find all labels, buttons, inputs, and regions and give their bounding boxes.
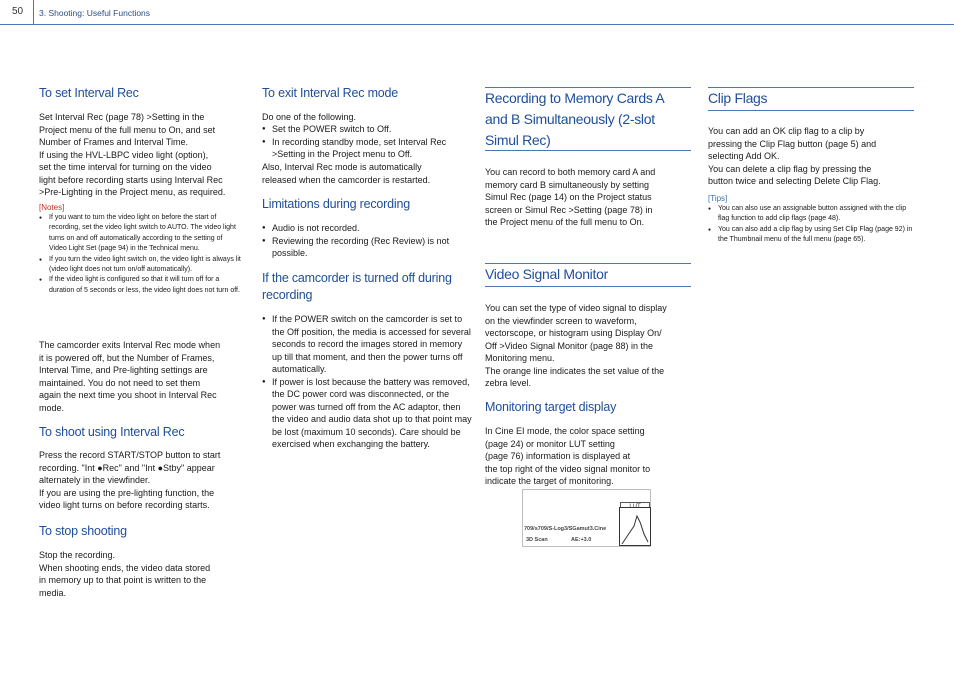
text-line: Project menu of the full menu to On, and set <box>39 124 216 135</box>
text-line: You can record to both memory card A and <box>485 167 656 177</box>
tips-label: [Tips] <box>708 194 728 203</box>
page-header <box>0 0 954 25</box>
text-line: the Project menu of the full menu to On. <box>485 217 645 227</box>
text-line: button twice and selecting Delete Clip Flag. <box>708 176 881 186</box>
text-line: set the time interval for turning on the video <box>39 162 212 172</box>
text-line: recording. "Int ●Rec" and "Int ●Stby" appear <box>39 462 215 473</box>
list-item: ● Reviewing the recording (Rec Review) is not possible. <box>262 235 472 260</box>
histogram-graphic <box>619 507 651 546</box>
text-line: The orange line indicates the set value of the <box>485 365 665 376</box>
text-line: pressing the Clip Flag button (page 5) and <box>708 138 877 149</box>
exit-intro: Do one of the following. <box>262 112 357 122</box>
list-item: ● In recording standby mode, set Interval Rec >Setting in the Project menu to Off. <box>262 136 472 161</box>
text-line: In Cine EI mode, the color space setting <box>485 426 645 436</box>
list-item: ● If the POWER switch on the camcorder is set to the Off position, the media is accessed for several seconds to record the images stored in memory up till that moment, and then the power turns off automatically. <box>262 313 472 376</box>
text-line: the top right of the video signal monitor to <box>485 463 651 474</box>
tips-list <box>708 204 914 246</box>
vsm-body <box>485 302 695 390</box>
text-line: zebra level. <box>485 378 532 388</box>
text-line: in memory up to that point is written to the <box>39 575 207 585</box>
video-signal-monitor-illustration <box>522 489 651 547</box>
page-number: 50 <box>12 6 24 17</box>
text-line: Number of Frames and Interval Time. <box>39 137 189 147</box>
shoot-interval-rec-body <box>39 449 254 512</box>
text-line: You can set the type of video signal to display <box>485 303 667 313</box>
turned-off-list <box>262 313 472 451</box>
chapter-title: 3. Shooting: Useful Functions <box>39 8 151 18</box>
note-item: ● If the video light is configured so that it will turn off for a duration of 5 seconds or less, the video light does not turn off. <box>39 275 242 296</box>
list-item: ● Set the POWER switch to Off. <box>262 123 472 136</box>
heading-clip-flags: Clip Flags <box>708 90 768 106</box>
list-item: ● If power is lost because the battery was removed, the DC power cord was disconnected, or the power was turned off from the AC adaptor, then the video and audio data shot up to that point may be lost (maximum 10 seconds). Care should be exercised when exchanging the battery. <box>262 376 472 451</box>
text-line: Press the record START/STOP button to start <box>39 450 221 460</box>
notes-label: [Notes] <box>39 203 65 212</box>
text-line: (page 24) or monitor LUT setting <box>485 438 615 449</box>
text-line: screen or Simul Rec >Setting (page 78) in <box>485 204 653 215</box>
text-line: media. <box>39 587 67 598</box>
heading-exit-interval-rec: To exit Interval Rec mode <box>262 86 399 100</box>
heading-turned-off: If the camcorder is turned off during recording <box>262 271 452 302</box>
text-line: on the viewfinder screen to waveform, <box>485 315 637 326</box>
text-line: If using the HVL-LBPC video light (option), <box>39 149 209 160</box>
list-item: ● Audio is not recorded. <box>262 222 472 235</box>
heading-shoot-interval-rec: To shoot using Interval Rec <box>39 425 185 439</box>
simul-rec-body <box>485 166 695 229</box>
text-line: released when the camcorder is restarted. <box>262 174 431 185</box>
text-line: Off >Video Signal Monitor (page 88) in the <box>485 340 654 351</box>
text-line: Also, Interval Rec mode is automatically <box>262 162 422 172</box>
text-line: When shooting ends, the video data stored <box>39 562 211 573</box>
text-line: Set Interval Rec (page 78) >Setting in the <box>39 112 205 122</box>
text-line: again the next time you shoot in Interval Rec <box>39 390 217 400</box>
text-line: it is powered off, but the Number of Frames, <box>39 352 215 363</box>
notes-list <box>39 213 242 296</box>
text-line: maintained. You do not need to set them <box>39 377 201 388</box>
text-line: vectorscope, or histogram using Display On/ <box>485 328 662 338</box>
tip-item: ● You can also add a clip flag by using Set Clip Flag (page 92) in the Thumbnail menu of the full menu (page 65). <box>708 225 914 246</box>
note-item: ● If you turn the video light switch on, the video light is always lit (video light does not turn on/off automatically). <box>39 255 242 276</box>
text-line: (page 76) information is displayed at <box>485 451 631 461</box>
monitor-ae-label: AE:+3.0 <box>571 537 592 543</box>
note-item: ● If you want to turn the video light on before the start of recording, set the video light switch to AUTO. The video light turns on and off automatically according to the setting of Video Light Set (page 94) in the Technical menu. <box>39 213 242 255</box>
monitor-scan-label: 3D Scan <box>526 537 548 543</box>
text-line: >Pre-Lighting in the Project menu, as required. <box>39 187 226 197</box>
heading-limitations: Limitations during recording <box>262 197 410 211</box>
text-line: video light turns on before recording starts. <box>39 500 210 510</box>
text-line: selecting Add OK. <box>708 151 780 161</box>
exit-options-list <box>262 123 472 161</box>
text-line: Stop the recording. <box>39 550 116 560</box>
set-interval-rec-body <box>39 111 254 199</box>
text-line: Monitoring menu. <box>485 353 555 363</box>
text-line: The camcorder exits Interval Rec mode when <box>39 340 221 350</box>
text-line: memory card B simultaneously by setting <box>485 179 650 190</box>
text-line: mode. <box>39 402 65 413</box>
exit-power-off-body <box>39 339 254 414</box>
text-line: Interval Time, and Pre-lighting settings are <box>39 365 208 375</box>
histogram-icon <box>620 508 650 545</box>
exit-after-body <box>262 161 472 186</box>
monitoring-target-body <box>485 425 695 488</box>
clip-flags-body <box>708 125 918 188</box>
tip-item: ● You can also use an assignable button assigned with the clip flag function to add clip flags (page 48). <box>708 204 914 225</box>
heading-monitoring-target: Monitoring target display <box>485 400 617 414</box>
header-divider <box>33 0 34 24</box>
text-line: light before recording starts using Interval Rec <box>39 174 223 185</box>
heading-set-interval-rec: To set Interval Rec <box>39 86 139 100</box>
limitations-list <box>262 222 472 260</box>
text-line: indicate the target of monitoring. <box>485 476 614 486</box>
heading-simul-rec: Recording to Memory Cards A and B Simultaneously (2-slot Simul Rec) <box>485 90 664 148</box>
monitor-color-space: 709/s709/S-Log3/SGamut3.Cine <box>524 526 607 532</box>
stop-shooting-body <box>39 549 254 599</box>
text-line: alternately in the viewfinder. <box>39 475 151 485</box>
text-line: If you are using the pre-lighting function, the <box>39 487 215 498</box>
text-line: You can add an OK clip flag to a clip by <box>708 126 865 136</box>
text-line: Simul Rec (page 14) on the Project status <box>485 192 652 202</box>
text-line: You can delete a clip flag by pressing the <box>708 163 872 174</box>
heading-video-signal-monitor: Video Signal Monitor <box>485 266 608 282</box>
heading-stop-shooting: To stop shooting <box>39 524 127 538</box>
